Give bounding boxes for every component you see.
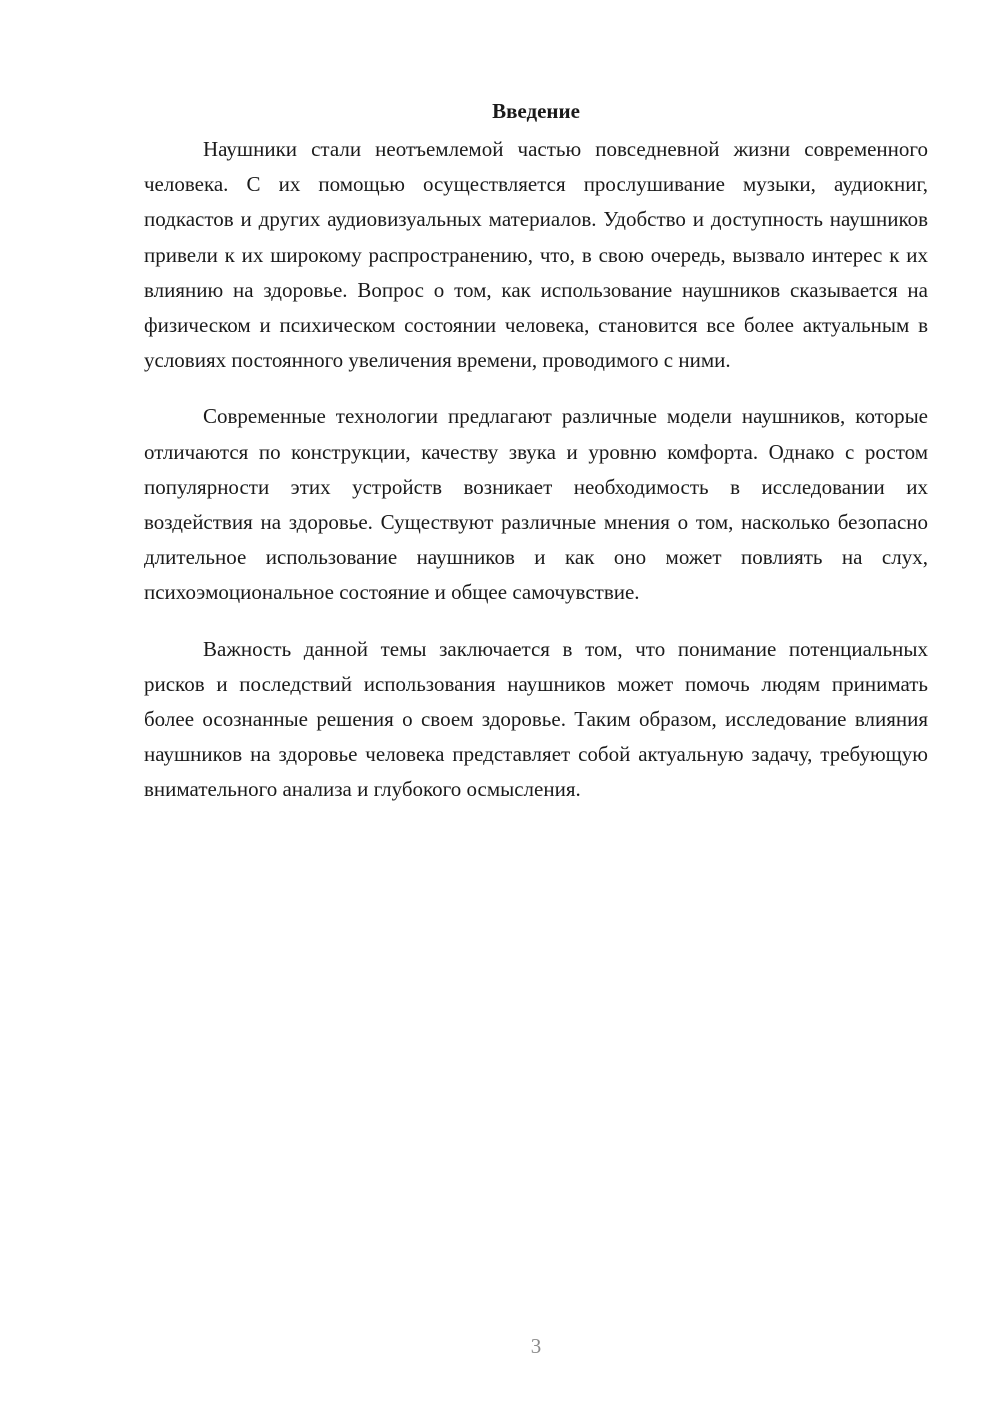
section-title: Введение	[492, 99, 580, 123]
paragraph-2: Современные технологии предлагают различные модели наушников, которые отличаются по конструкции, качеству звука и уровню комфорта. Однако с ростом популярности этих устройств возникает необходимость в исследовании их воздействия на здоровье. Существуют различные мнения о том, насколько безопасно длительное использование наушников и как оно может повлиять на слух, психоэмоциональное состояние и общее самочувствие.	[144, 404, 928, 605]
page-content	[144, 96, 928, 829]
paragraph-1: Наушники стали неотъемлемой частью повседневной жизни современного человека. С их помощью осуществляется прослушивание музыки, аудиокниг, подкастов и других аудиовизуальных материалов. Удобство и доступность наушников привели к их широкому распространению, что, в свою очередь, вызвало интерес к их влиянию на здоровье. Вопрос о том, как использование наушников сказывается на физическом и психическом состоянии человека, становится все более актуальным в условиях постоянного увеличения времени, проводимого с ними.	[144, 137, 928, 373]
page-number: 3	[530, 1334, 542, 1358]
paragraph-3: Важность данной темы заключается в том, что понимание потенциальных рисков и последствий использования наушников может помочь людям принимать более осознанные решения о своем здоровье. Таким образом, исследование влияния наушников на здоровье человека представляет собой актуальную задачу, требующую внимательного анализа и глубокого осмысления.	[144, 636, 928, 802]
